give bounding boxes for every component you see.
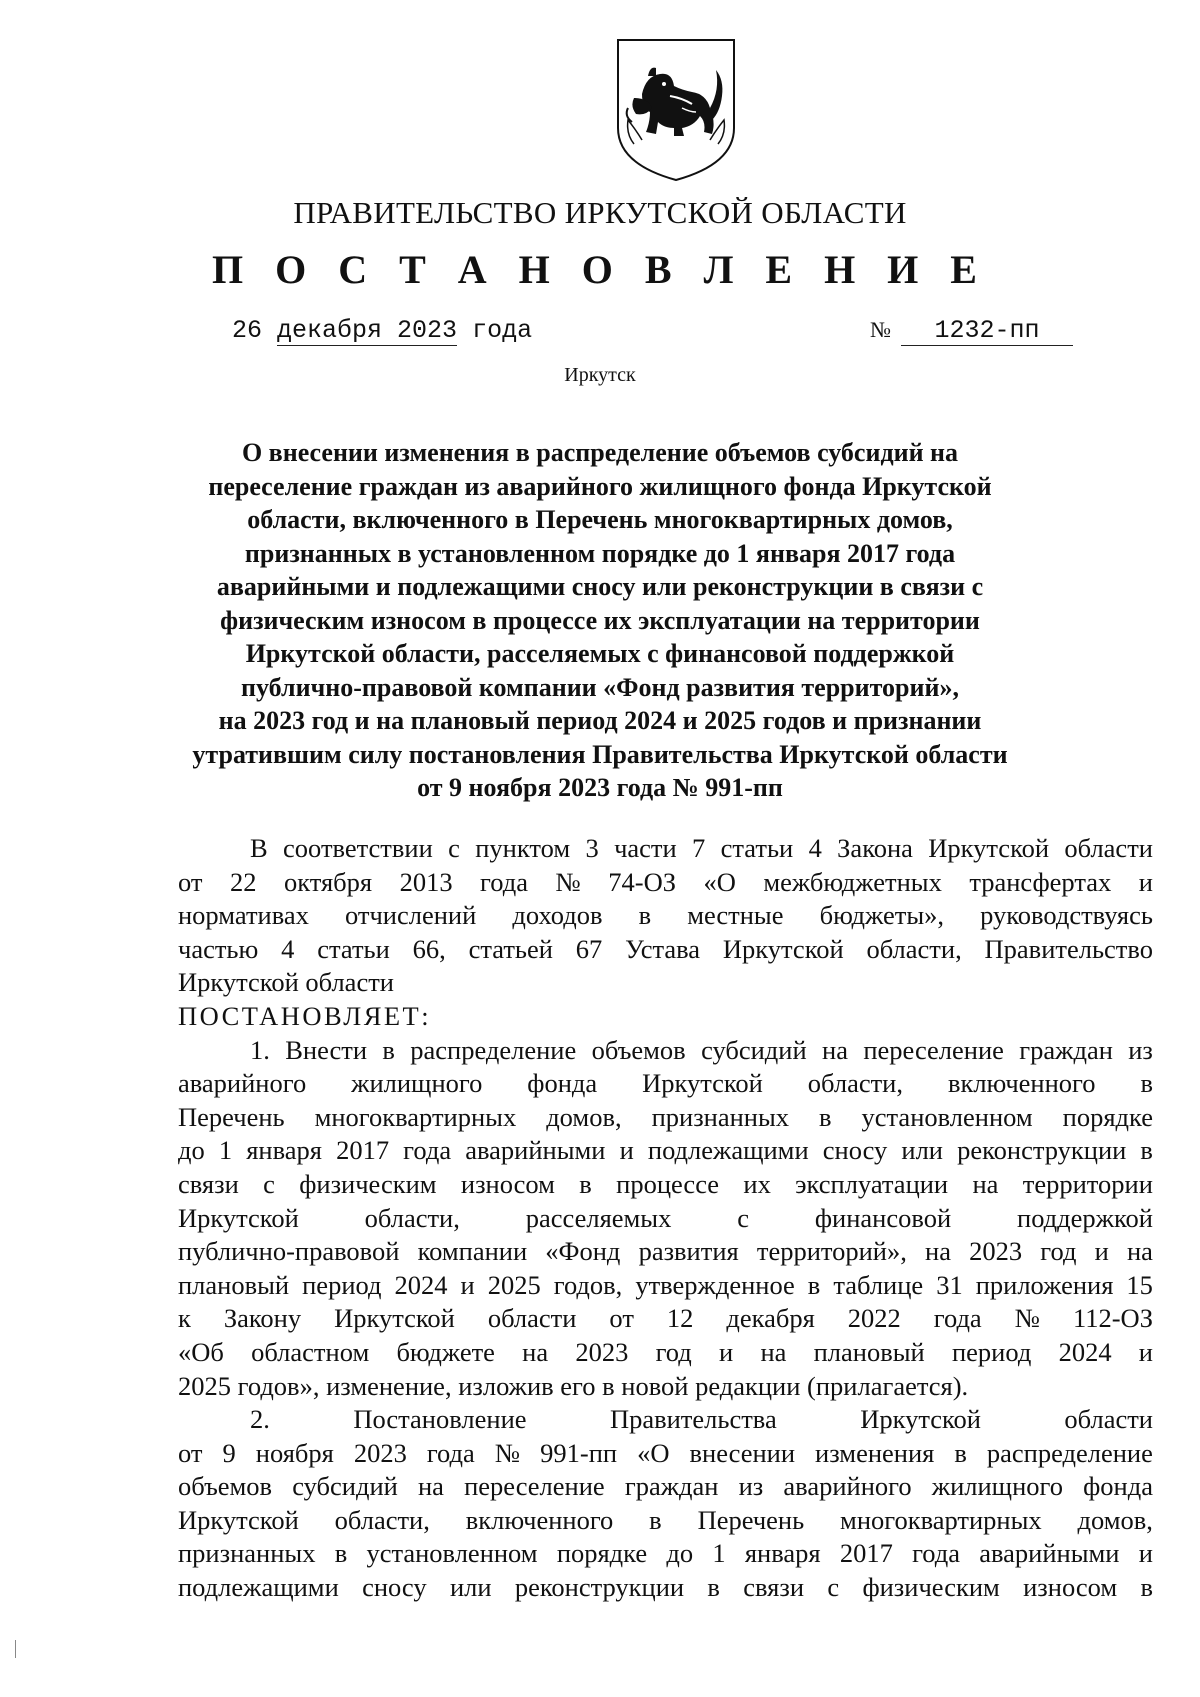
word: области — [1064, 1404, 1153, 1435]
word: Постановление — [353, 1404, 527, 1435]
word: в — [382, 1034, 395, 1065]
word: плановый — [178, 1269, 290, 1300]
paragraph-line — [178, 1202, 1153, 1236]
word: 7 — [692, 833, 706, 863]
word: 1 — [218, 1135, 233, 1166]
word: 1 — [712, 1538, 726, 1569]
title-line: переселение граждан из аварийного жилищного фонда Иркутской — [208, 471, 992, 501]
word: 2025 — [487, 1269, 541, 1300]
word: в — [707, 1572, 720, 1603]
word: объемов — [178, 1471, 273, 1502]
word: физическим — [299, 1168, 437, 1199]
paragraph-line — [178, 1403, 1153, 1437]
word: января — [246, 1135, 322, 1166]
word: 2022 — [847, 1303, 901, 1334]
word: связи — [743, 1572, 805, 1603]
city-name: Иркутск — [564, 364, 636, 386]
word: области, — [866, 933, 962, 964]
word: в — [1140, 1068, 1153, 1099]
irkutsk-coat-of-arms-icon — [612, 36, 740, 184]
document-body — [178, 832, 1153, 1605]
word: территории — [1022, 1168, 1153, 1199]
word: распределение — [986, 1437, 1153, 1468]
word: сносу — [822, 1135, 888, 1166]
word: Перечень — [697, 1504, 805, 1535]
word: 15 — [1126, 1269, 1153, 1300]
word: на — [972, 1168, 999, 1199]
government-name: ПРАВИТЕЛЬСТВО ИРКУТСКОЙ ОБЛАСТИ — [293, 195, 907, 230]
word: субсидий — [701, 1034, 807, 1065]
word: в — [819, 1101, 832, 1132]
paragraph-line — [178, 1168, 1153, 1202]
word: и — [1138, 1538, 1153, 1569]
word: переселение — [863, 1034, 1004, 1065]
title-line: аварийными и подлежащими сносу или реконструкции в связи с — [216, 572, 984, 601]
word: их — [743, 1168, 771, 1199]
word: 2024 — [1058, 1336, 1112, 1367]
word: в — [638, 900, 652, 931]
word: включенного — [947, 1068, 1096, 1099]
word: № — [1014, 1303, 1040, 1334]
word: ноября — [255, 1437, 334, 1468]
word: Иркутской — [178, 1202, 299, 1233]
word: утвержденное — [635, 1269, 795, 1300]
document-number — [870, 316, 1073, 346]
paragraph-line — [178, 1134, 1153, 1168]
word: территорий», — [756, 1236, 907, 1267]
word: многоквартирных — [840, 1504, 1042, 1535]
word: фонда — [1083, 1471, 1153, 1502]
word: к — [178, 1303, 191, 1334]
word: В — [250, 833, 268, 863]
word: 2017 — [336, 1135, 390, 1166]
word: расселяемых — [525, 1202, 672, 1233]
word: или — [901, 1135, 943, 1166]
word: фонда — [527, 1068, 598, 1099]
word: внесении — [689, 1437, 796, 1468]
word: 991-пп — [540, 1437, 618, 1468]
title-line: от 9 ноября 2023 года № 991-пп — [417, 773, 783, 802]
word: аварийного — [783, 1471, 912, 1502]
word: 2. — [250, 1404, 270, 1435]
word: износом — [460, 1168, 555, 1199]
title-line: области, включенного в Перечень многоквартирных домов, — [247, 505, 953, 534]
word: руководствуясь — [980, 900, 1153, 931]
word: до — [666, 1538, 694, 1569]
decree-word-line — [178, 1000, 1153, 1034]
title-line: публично-правовой компании «Фонд развития территорий», — [241, 672, 959, 702]
word: физическим — [862, 1572, 1000, 1603]
word: на — [760, 1336, 787, 1367]
paragraph-line — [178, 1302, 1153, 1336]
word: 2013 — [399, 866, 453, 897]
word: года — [912, 1538, 961, 1569]
word: доходов — [512, 900, 603, 931]
word: в — [1140, 1135, 1153, 1166]
word: Иркутской — [642, 1068, 763, 1099]
word: года — [426, 1437, 475, 1468]
word: признанных — [651, 1101, 790, 1132]
word: порядке — [556, 1538, 648, 1569]
word: области, — [807, 1068, 903, 1099]
word: 4 — [808, 833, 822, 863]
paragraph-line — [178, 1067, 1153, 1101]
word: компании — [417, 1236, 528, 1267]
word: установленном — [366, 1538, 538, 1569]
word: Закона — [837, 833, 913, 863]
word: граждан — [624, 1471, 719, 1502]
word: с — [448, 833, 460, 863]
scan-margin-mark — [15, 1640, 16, 1658]
word: Иркутской — [928, 833, 1050, 863]
word: включенного — [465, 1504, 614, 1535]
word: или — [449, 1572, 492, 1603]
paragraph-line — [178, 933, 1153, 967]
document-date — [232, 316, 532, 345]
item-1-paragraph — [178, 1034, 1153, 1404]
word: годов, — [553, 1269, 623, 1300]
word: статьи — [317, 933, 390, 964]
word: областном — [251, 1336, 370, 1367]
word: Правительства — [609, 1404, 777, 1435]
title-line: на 2023 год и на плановый период 2024 и 2025 годов и признании — [218, 706, 982, 735]
word: и — [619, 1135, 634, 1166]
word: и — [1138, 866, 1153, 897]
word: публично-правовой — [178, 1236, 400, 1267]
word: статьей — [468, 933, 553, 964]
word: Перечень — [178, 1101, 285, 1132]
word: Иркутской — [722, 933, 844, 964]
word: 2023 — [969, 1236, 1023, 1267]
number-sign: № — [870, 317, 891, 342]
word: изменения — [815, 1437, 935, 1468]
word: домов, — [1077, 1504, 1153, 1535]
word: года — [933, 1303, 982, 1334]
word: 9 — [222, 1437, 236, 1468]
word: сносу — [362, 1572, 427, 1603]
word: 66, — [412, 933, 446, 964]
word: года — [403, 1135, 452, 1166]
word: области — [487, 1303, 577, 1334]
title-line: признанных в установленном порядке до 1 января 2017 года — [244, 538, 956, 568]
word: Внести — [285, 1034, 368, 1065]
word: и — [719, 1336, 734, 1367]
word: с — [263, 1168, 275, 1199]
word: износом — [1023, 1572, 1118, 1603]
paragraph-line — [178, 899, 1153, 933]
word: 2017 — [839, 1538, 893, 1569]
word: межбюджетных — [763, 866, 942, 897]
title-line: Иркутской области, расселяемых с финансовой поддержкой — [245, 639, 955, 668]
word: домов, — [546, 1101, 622, 1132]
word: на — [417, 1471, 444, 1502]
word: Закону — [223, 1303, 302, 1334]
word: многоквартирных — [314, 1101, 517, 1132]
word: аварийными — [979, 1538, 1120, 1569]
word: в — [579, 1168, 592, 1199]
word: с — [827, 1572, 840, 1603]
item-2-paragraph — [178, 1403, 1153, 1605]
word: в — [1140, 1572, 1153, 1603]
word: из — [1128, 1034, 1153, 1065]
word: поддержкой — [1017, 1202, 1153, 1233]
paragraph-line — [178, 1269, 1153, 1303]
word: связи — [178, 1168, 239, 1199]
word: области — [1064, 833, 1153, 863]
preamble-paragraph — [178, 832, 1153, 1000]
word: на — [925, 1236, 951, 1267]
word: 1. — [250, 1034, 270, 1065]
word: области, — [334, 1504, 430, 1535]
word: таблице — [833, 1269, 924, 1300]
paragraph-line — [178, 1034, 1153, 1068]
word: финансовой — [814, 1202, 952, 1233]
word: период — [302, 1269, 382, 1300]
word: жилищного — [931, 1471, 1063, 1502]
word: «Фонд — [545, 1236, 621, 1267]
word: 12 — [666, 1303, 694, 1334]
word: января — [744, 1538, 821, 1569]
word: бюджете — [396, 1336, 495, 1367]
word: в — [649, 1504, 662, 1535]
word: части — [614, 833, 677, 863]
word: 2024 — [394, 1269, 448, 1300]
word: 2023 — [575, 1336, 629, 1367]
word: переселение — [464, 1471, 605, 1502]
word: признанных — [178, 1538, 316, 1569]
document-title — [150, 436, 1050, 805]
word: Иркутской области — [178, 967, 394, 998]
number-value: 1232-пп — [901, 316, 1073, 346]
paragraph-line — [178, 1504, 1153, 1538]
word: год — [655, 1336, 692, 1367]
word: 74-ОЗ — [608, 866, 677, 897]
document-type-heading: П О С Т А Н О В Л Е Н И Е — [212, 247, 988, 292]
paragraph-line — [178, 1370, 1153, 1404]
word: на — [1126, 1236, 1153, 1267]
word: и — [1138, 1336, 1153, 1367]
word: и — [460, 1269, 475, 1300]
paragraph-line — [178, 1437, 1153, 1471]
word: года — [480, 866, 528, 897]
title-line: физическим износом в процессе их эксплуатации на территории — [220, 605, 980, 635]
paragraph-line — [178, 832, 1153, 866]
word: реконструкции — [514, 1572, 685, 1603]
word: аварийными — [465, 1135, 606, 1166]
paragraph-line — [178, 1101, 1153, 1135]
word: местные — [687, 900, 784, 931]
word: Иркутской — [178, 1504, 299, 1535]
word: 4 — [281, 933, 295, 964]
word: установленном — [861, 1101, 1033, 1132]
paragraph-line — [178, 1537, 1153, 1571]
word: до — [178, 1135, 205, 1166]
word: бюджеты», — [819, 900, 944, 931]
word: 22 — [229, 866, 257, 897]
word: «О — [637, 1437, 670, 1468]
word: объемов — [591, 1034, 686, 1065]
paragraph-line — [178, 1336, 1153, 1370]
paragraph-line — [178, 966, 1153, 1000]
word: Иркутской — [860, 1404, 981, 1435]
word: аварийного — [178, 1068, 307, 1099]
word: декабря — [726, 1303, 815, 1334]
paragraph-line — [178, 1571, 1153, 1605]
word: нормативах — [178, 900, 309, 931]
word: области, — [364, 1202, 460, 1233]
word: № — [555, 866, 581, 897]
word: год — [1040, 1236, 1077, 1267]
word: из — [738, 1471, 764, 1502]
word: в — [334, 1538, 348, 1569]
word: октября — [283, 866, 373, 897]
paragraph-line — [178, 1235, 1153, 1269]
date-month-year: декабря 2023 — [277, 316, 458, 345]
word: 31 — [936, 1269, 963, 1300]
word: граждан — [1019, 1034, 1113, 1065]
word: трансфертах — [969, 866, 1112, 897]
word: плановый — [813, 1336, 925, 1367]
word: процессе — [616, 1168, 720, 1199]
word: в — [807, 1269, 821, 1300]
word: развития — [638, 1236, 739, 1267]
word: Иркутской — [334, 1303, 455, 1334]
word: соответствии — [283, 833, 433, 863]
word: 2025 годов», изменение, изложив его в новой редакции (прилагается). — [178, 1370, 969, 1401]
word: частью — [178, 933, 259, 964]
word: в — [954, 1437, 967, 1468]
word: жилищного — [351, 1068, 483, 1099]
word: № — [494, 1437, 521, 1468]
word: субсидий — [292, 1471, 398, 1502]
date-day: 26 — [232, 316, 263, 345]
word: эксплуатации — [795, 1168, 949, 1199]
word: пунктом — [475, 833, 571, 863]
decree-word: ПОСТАНОВЛЯЕТ: — [178, 1000, 432, 1031]
word: «О — [703, 866, 736, 897]
word: с — [737, 1202, 749, 1233]
word: от — [178, 1437, 203, 1468]
word: реконструкции — [957, 1135, 1127, 1166]
word: статьи — [720, 833, 794, 863]
title-line: утратившим силу постановления Правительства Иркутской области — [192, 739, 1008, 769]
paragraph-line — [178, 866, 1153, 900]
word: 3 — [585, 833, 599, 863]
date-suffix: года — [472, 316, 533, 345]
word: 67 — [575, 933, 603, 964]
word: на — [522, 1336, 549, 1367]
word: отчислений — [345, 900, 477, 931]
word: на — [822, 1034, 848, 1065]
word: порядке — [1062, 1101, 1153, 1132]
word: и — [1094, 1236, 1109, 1267]
word: от — [609, 1303, 634, 1334]
word: Правительство — [984, 933, 1153, 964]
word: приложения — [975, 1269, 1114, 1300]
word: подлежащими — [647, 1135, 809, 1166]
word: период — [951, 1336, 1032, 1367]
title-line: О внесении изменения в распределение объемов субсидий на — [241, 438, 959, 467]
paragraph-line — [178, 1470, 1153, 1504]
word: от — [178, 866, 203, 897]
word: распределение — [410, 1034, 577, 1065]
word: «Об — [178, 1336, 224, 1367]
word: 2023 — [353, 1437, 407, 1468]
word: 112-ОЗ — [1072, 1303, 1153, 1334]
word: Устава — [625, 933, 701, 964]
word: подлежащими — [178, 1572, 339, 1603]
